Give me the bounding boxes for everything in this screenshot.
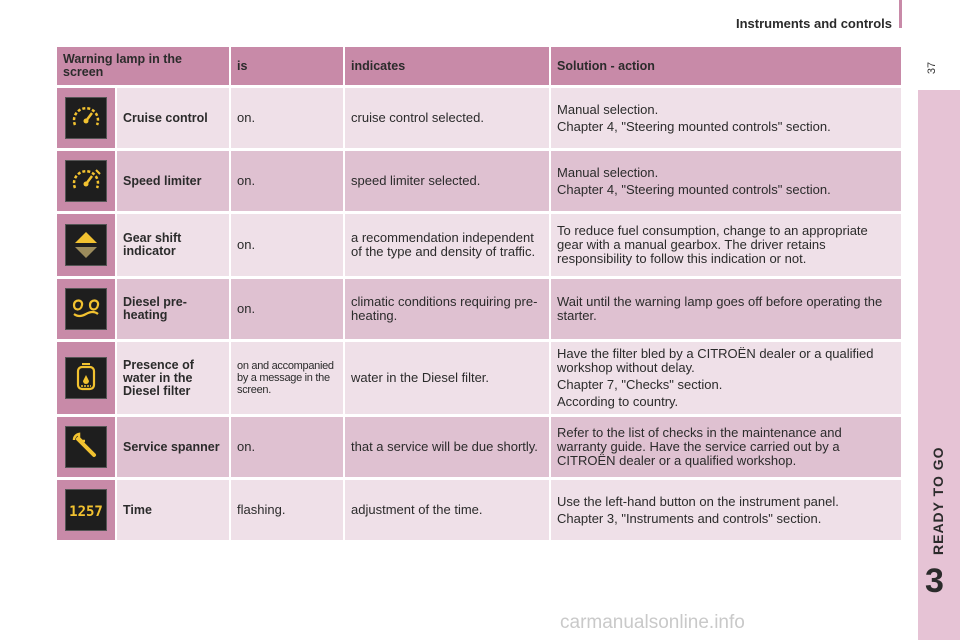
solution-line: Manual selection. [557,101,659,117]
lamp-indicates: that a service will be due shortly. [345,417,551,477]
lamp-state: flashing. [231,480,345,540]
table-header-row [57,47,903,85]
lamp-name: Service spanner [117,417,231,477]
table-row [57,480,903,540]
lamp-name: Diesel pre-heating [117,279,231,339]
solution-line: Chapter 3, "Instruments and controls" section. [557,510,822,526]
lamp-solution [551,151,903,211]
icon-cell [57,417,117,477]
cruise-control-icon [65,97,107,139]
solution-line: Manual selection. [557,164,659,180]
column-header-solution: Solution - action [551,47,903,85]
header-rule [899,0,902,28]
icon-cell [57,279,117,339]
gear-shift-indicator-icon [65,224,107,266]
solution-line: Refer to the list of checks in the maintenance and warranty guide. Have the service carried out by a CITROËN dealer or a qualified workshop. [557,425,842,468]
svg-text:1257: 1257 [69,504,103,520]
lamp-state: on and accompanied by a message in the screen. [231,342,345,414]
icon-cell [57,214,117,276]
table-row [57,214,903,276]
warning-lamp-table [57,44,903,543]
icon-cell [57,88,117,148]
lamp-indicates: adjustment of the time. [345,480,551,540]
lamp-solution [551,88,903,148]
lamp-solution [551,480,903,540]
solution-line: Chapter 4, "Steering mounted controls" section. [557,181,831,197]
chapter-tab-label: READY TO GO [930,446,946,555]
solution-line: Wait until the warning lamp goes off before operating the starter. [557,294,883,323]
lamp-indicates: speed limiter selected. [345,151,551,211]
table-row [57,342,903,414]
table-row [57,88,903,148]
speed-limiter-icon [65,160,107,202]
lamp-solution [551,214,903,276]
solution-line: Have the filter bled by a CITROËN dealer or a qualified workshop without delay. [557,346,874,375]
column-header-is: is [231,47,345,85]
chapter-side-tab [918,90,960,640]
service-spanner-icon [65,426,107,468]
lamp-name: Time [117,480,231,540]
lamp-state: on. [231,88,345,148]
column-header-indicates: indicates [345,47,551,85]
lamp-solution [551,342,903,414]
table-row [57,417,903,477]
icon-cell [57,151,117,211]
solution-line: According to country. [557,394,679,409]
icon-cell [57,480,117,540]
column-header-warning-lamp: Warning lamp in the screen [57,47,231,85]
lamp-solution [551,279,903,339]
page-header-title: Instruments and controls [735,16,892,31]
lamp-name: Gear shift indicator [117,214,231,276]
time-display-icon [65,489,107,531]
table-row [57,279,903,339]
lamp-state: on. [231,279,345,339]
lamp-state: on. [231,417,345,477]
lamp-name: Presence of water in the Diesel filter [117,342,231,414]
lamp-indicates: water in the Diesel filter. [345,342,551,414]
solution-line: To reduce fuel consumption, change to an appropriate gear with a manual gearbox. The driver retains responsibility to follow this indication or not. [557,223,868,266]
page-number: 37 [926,61,938,75]
solution-line: Chapter 7, "Checks" section. [557,377,723,392]
table-row [57,151,903,211]
lamp-indicates: a recommendation independent of the type and density of traffic. [345,214,551,276]
solution-line: Use the left-hand button on the instrument panel. [557,493,839,509]
icon-cell [57,342,117,414]
chapter-number: 3 [925,562,944,600]
lamp-state: on. [231,214,345,276]
diesel-preheating-icon [65,288,107,330]
lamp-indicates: climatic conditions requiring pre-heating. [345,279,551,339]
lamp-solution [551,417,903,477]
lamp-name: Cruise control [117,88,231,148]
lamp-indicates: cruise control selected. [345,88,551,148]
lamp-state: on. [231,151,345,211]
watermark-text: carmanualsonline.info [560,612,745,633]
water-in-diesel-filter-icon [65,357,107,399]
solution-line: Chapter 4, "Steering mounted controls" section. [557,118,831,134]
lamp-name: Speed limiter [117,151,231,211]
